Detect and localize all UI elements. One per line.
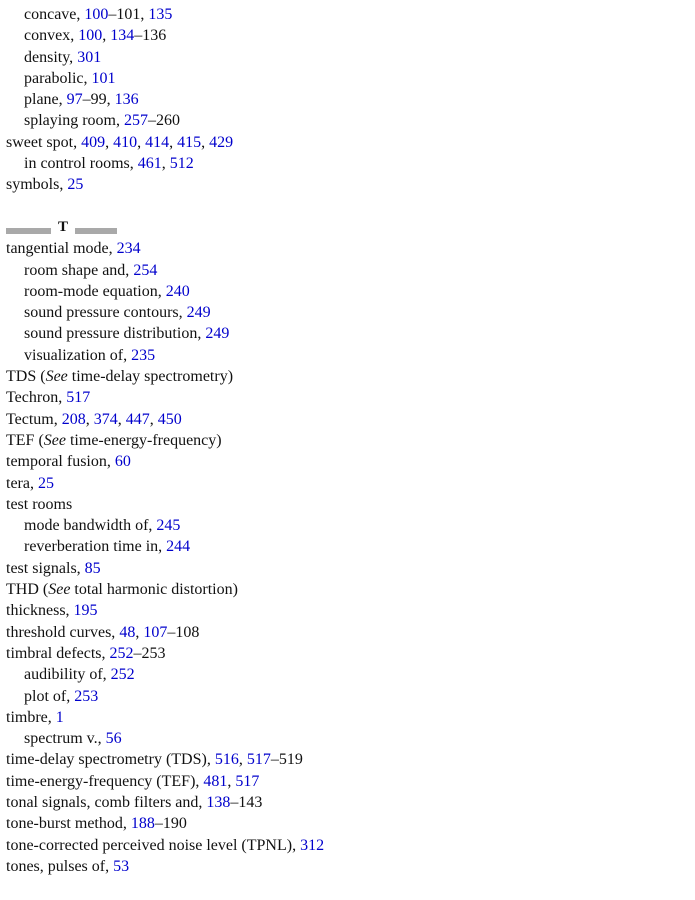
index-subentry [6, 25, 686, 46]
entry-text: reverberation time in, [24, 538, 167, 556]
entry-text: , [117, 410, 126, 428]
index-entry [6, 856, 686, 877]
entry-text: room shape and, [24, 261, 134, 279]
entry-text: tonal signals, comb filters and, [6, 793, 207, 811]
entry-text: parabolic, [24, 69, 92, 87]
index-subentry [6, 323, 686, 344]
index-entry [6, 707, 686, 728]
page-link[interactable]: 195 [73, 602, 98, 620]
entry-text: –136 [134, 27, 167, 45]
index-subentry [6, 686, 686, 707]
index-subentry [6, 536, 686, 557]
entry-text: , [201, 133, 210, 151]
entry-text: , [137, 133, 146, 151]
page-link[interactable]: 235 [131, 346, 156, 364]
page-link[interactable]: 56 [105, 730, 122, 748]
see-reference: See [43, 431, 66, 449]
page-link[interactable]: 136 [114, 91, 139, 109]
entry-text: –99, [82, 91, 115, 109]
page-link[interactable]: 252 [109, 644, 134, 662]
index-subentry [6, 153, 686, 174]
index-subentry [6, 515, 686, 536]
page-link[interactable]: 517 [235, 772, 260, 790]
entry-text: splaying room, [24, 112, 124, 130]
entry-text: symbols, [6, 176, 68, 194]
index-entry [6, 835, 686, 856]
entry-text: , [102, 27, 111, 45]
entry-text: , [149, 410, 158, 428]
entry-text: temporal fusion, [6, 453, 115, 471]
index-entry [6, 771, 686, 792]
entry-text: –101, [108, 6, 149, 23]
heading-bar-left [6, 228, 51, 234]
index-subentry [6, 728, 686, 749]
page-link[interactable]: 1 [55, 708, 64, 726]
index-entry [6, 174, 686, 195]
entry-text: plot of, [24, 687, 75, 705]
page-link[interactable]: 101 [91, 69, 116, 87]
page-link[interactable]: 107 [143, 623, 168, 641]
page-link[interactable]: 301 [77, 48, 102, 66]
page-link[interactable]: 409 [81, 133, 106, 151]
page-link[interactable]: 450 [157, 410, 182, 428]
index-entry [6, 600, 686, 621]
index-entry [6, 494, 686, 515]
entry-text: , [105, 133, 114, 151]
page-link[interactable]: 415 [177, 133, 202, 151]
index-subentry [6, 68, 686, 89]
entry-text: –108 [167, 623, 200, 641]
page-link[interactable]: 25 [67, 176, 84, 194]
index-entry [6, 558, 686, 579]
see-reference: See [45, 368, 68, 386]
page-link[interactable]: 517 [246, 751, 271, 769]
page-link[interactable]: 517 [66, 389, 91, 407]
page-link[interactable]: 100 [84, 6, 109, 23]
page-link[interactable]: 254 [133, 261, 158, 279]
entry-text: tone-corrected perceived noise level (TPNL), [6, 836, 301, 854]
page-link[interactable]: 249 [205, 325, 230, 343]
entry-text: sound pressure distribution, [24, 325, 206, 343]
entry-text: –143 [230, 793, 263, 811]
entry-text: plane, [24, 91, 67, 109]
entry-text: –253 [133, 644, 166, 662]
page-link[interactable]: 461 [137, 155, 162, 173]
book-index-page [6, 4, 686, 877]
entry-text: room-mode equation, [24, 282, 166, 300]
page-link[interactable]: 245 [156, 517, 181, 535]
page-link[interactable]: 100 [78, 27, 103, 45]
section-heading [6, 217, 686, 238]
page-link[interactable]: 410 [113, 133, 138, 151]
index-subentry [6, 664, 686, 685]
index-entry [6, 792, 686, 813]
index-entry [6, 643, 686, 664]
page-link[interactable]: 188 [130, 815, 155, 833]
entry-text: tone-burst method, [6, 815, 131, 833]
entry-text: –260 [148, 112, 180, 130]
index-entry [6, 430, 686, 451]
page-link[interactable]: 516 [214, 751, 239, 769]
page-link[interactable]: 135 [148, 6, 173, 23]
entry-text: tera, [6, 474, 38, 492]
entry-text: –190 [154, 815, 187, 833]
page-link[interactable]: 312 [300, 836, 325, 854]
page-link[interactable]: 134 [110, 27, 135, 45]
entry-text: , [85, 410, 94, 428]
index-entry [6, 387, 686, 408]
page-link[interactable]: 253 [74, 687, 99, 705]
index-entry [6, 622, 686, 643]
entry-text: , [169, 133, 178, 151]
page-link[interactable]: 374 [93, 410, 118, 428]
index-entry [6, 813, 686, 834]
entry-text: density, [24, 48, 78, 66]
index-subentry [6, 4, 686, 25]
index-entry [6, 451, 686, 472]
entry-text: tangential mode, [6, 240, 117, 258]
page-link[interactable]: 252 [110, 666, 135, 684]
entry-text: , [135, 623, 144, 641]
entry-text: , [238, 751, 247, 769]
entry-text: time-energy-frequency) [65, 431, 222, 449]
page-link[interactable]: 429 [209, 133, 234, 151]
page-link[interactable]: 414 [145, 133, 170, 151]
entry-text: audibility of, [24, 666, 111, 684]
page-link[interactable]: 244 [166, 538, 191, 556]
page-link[interactable]: 234 [116, 240, 141, 258]
heading-bar-right [75, 228, 117, 234]
index-subentry [6, 47, 686, 68]
entry-text: timbral defects, [6, 644, 110, 662]
section-letter: T [58, 218, 69, 235]
entry-text: time-delay spectrometry) [67, 368, 234, 386]
entry-text: TDS ( [6, 368, 46, 386]
entry-text: Techron, [6, 389, 67, 407]
spacer [6, 196, 686, 217]
index-subentry [6, 260, 686, 281]
page-link[interactable]: 138 [206, 793, 231, 811]
page-link[interactable]: 481 [203, 772, 228, 790]
page-link[interactable]: 447 [125, 410, 150, 428]
entry-text: TEF ( [6, 431, 44, 449]
page-link[interactable]: 25 [37, 474, 54, 492]
entry-text: test signals, [6, 559, 85, 577]
index-entry [6, 749, 686, 770]
page-link[interactable]: 85 [84, 559, 101, 577]
entry-text: –519 [270, 751, 303, 769]
index-subentry [6, 281, 686, 302]
page-link[interactable]: 60 [114, 453, 131, 471]
entry-text: in control rooms, [24, 155, 138, 173]
see-reference: See [48, 581, 71, 599]
index-entry [6, 238, 686, 259]
entry-text: spectrum v., [24, 730, 106, 748]
index-subentry [6, 110, 686, 131]
page-link[interactable]: 97 [66, 91, 83, 109]
index-entry [6, 366, 686, 387]
entry-text: convex, [24, 27, 79, 45]
index-subentry [6, 345, 686, 366]
entry-text: , [227, 772, 236, 790]
page-link[interactable]: 240 [165, 282, 190, 300]
entry-text: thickness, [6, 602, 74, 620]
entry-text: Tectum, [6, 410, 62, 428]
entry-text: sound pressure contours, [24, 304, 187, 322]
index-entry [6, 409, 686, 430]
entry-text: total harmonic distortion) [70, 581, 238, 599]
entry-text: concave, [24, 6, 85, 23]
index-entry [6, 132, 686, 153]
entry-text: time-delay spectrometry (TDS), [6, 751, 215, 769]
entry-text: threshold curves, [6, 623, 120, 641]
entry-text: mode bandwidth of, [24, 517, 157, 535]
page-link[interactable]: 512 [169, 155, 194, 173]
entry-text: , [161, 155, 170, 173]
page-link[interactable]: 257 [124, 112, 148, 130]
entry-text: tones, pulses of, [6, 857, 114, 875]
page-link[interactable]: 249 [186, 304, 211, 322]
page-link[interactable]: 208 [61, 410, 86, 428]
entry-text: test rooms [6, 495, 73, 513]
index-subentry [6, 302, 686, 323]
page-link[interactable]: 48 [119, 623, 136, 641]
entry-text: visualization of, [24, 346, 132, 364]
index-entry [6, 473, 686, 494]
index-entry [6, 579, 686, 600]
entry-text: sweet spot, [6, 133, 82, 151]
entry-text: time-energy-frequency (TEF), [6, 772, 204, 790]
entry-text: THD ( [6, 581, 49, 599]
page-link[interactable]: 53 [113, 857, 130, 875]
index-subentry [6, 89, 686, 110]
entry-text: timbre, [6, 708, 56, 726]
